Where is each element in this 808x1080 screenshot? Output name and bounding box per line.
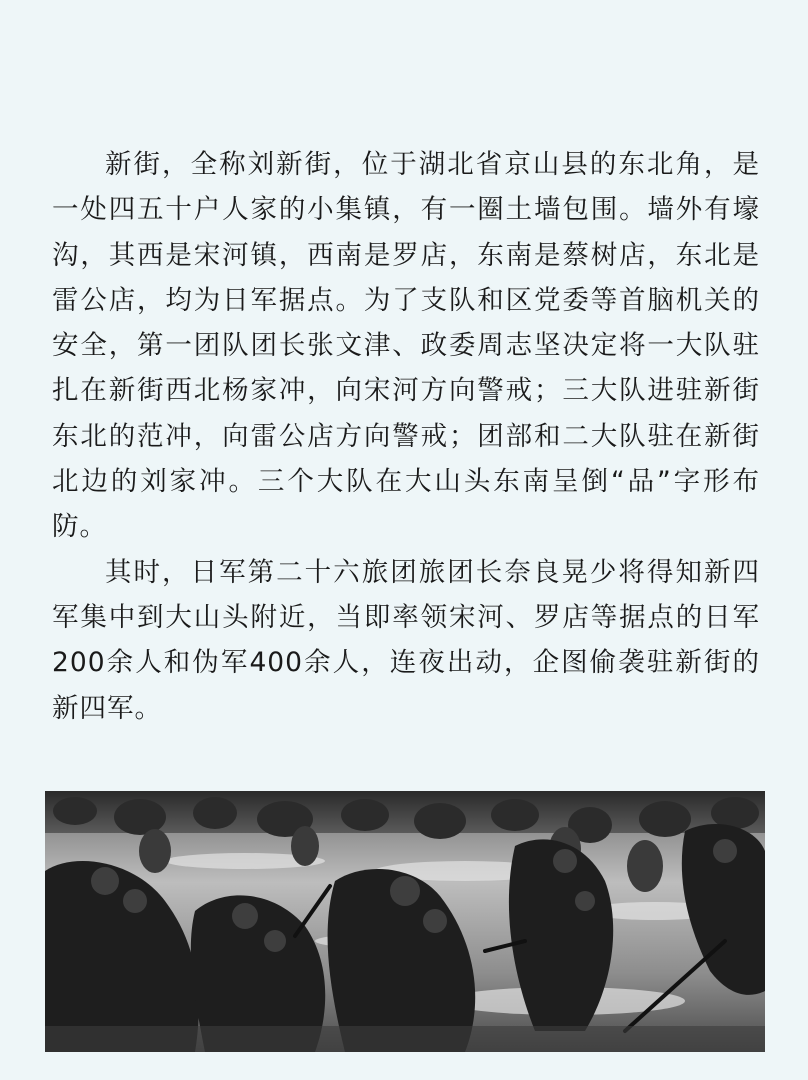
article-paragraph-2: 其时，日军第二十六旅团旅团长奈良晃少将得知新四军集中到大山头附近，当即率领宋河、罗店等据点的日军200余人和伪军400余人，连夜出动，企图偷袭驻新街的新四军。 [52,556,760,724]
historical-photo [45,791,765,1052]
article-paragraph-1: 新街，全称刘新街，位于湖北省京山县的东北角，是一处四五十户人家的小集镇，有一圈土墙包围。墙外有壕沟，其西是宋河镇，西南是罗店，东南是蔡树店，东北是雷公店，均为日军据点。为了支队和区党委等首脑机关的安全，第一团队团长张文津、政委周志坚决定将一大队驻扎在新街西北杨家冲，向宋河方向警戒；三大队进驻新街东北的范冲，向雷公店方向警戒；团部和二大队驻在新街北边的刘家冲。三个大队在大山头东南呈倒“品”字形布防。 [52,149,760,543]
article-body [52,142,760,731]
soldiers-crossing-river-image [45,791,765,1052]
